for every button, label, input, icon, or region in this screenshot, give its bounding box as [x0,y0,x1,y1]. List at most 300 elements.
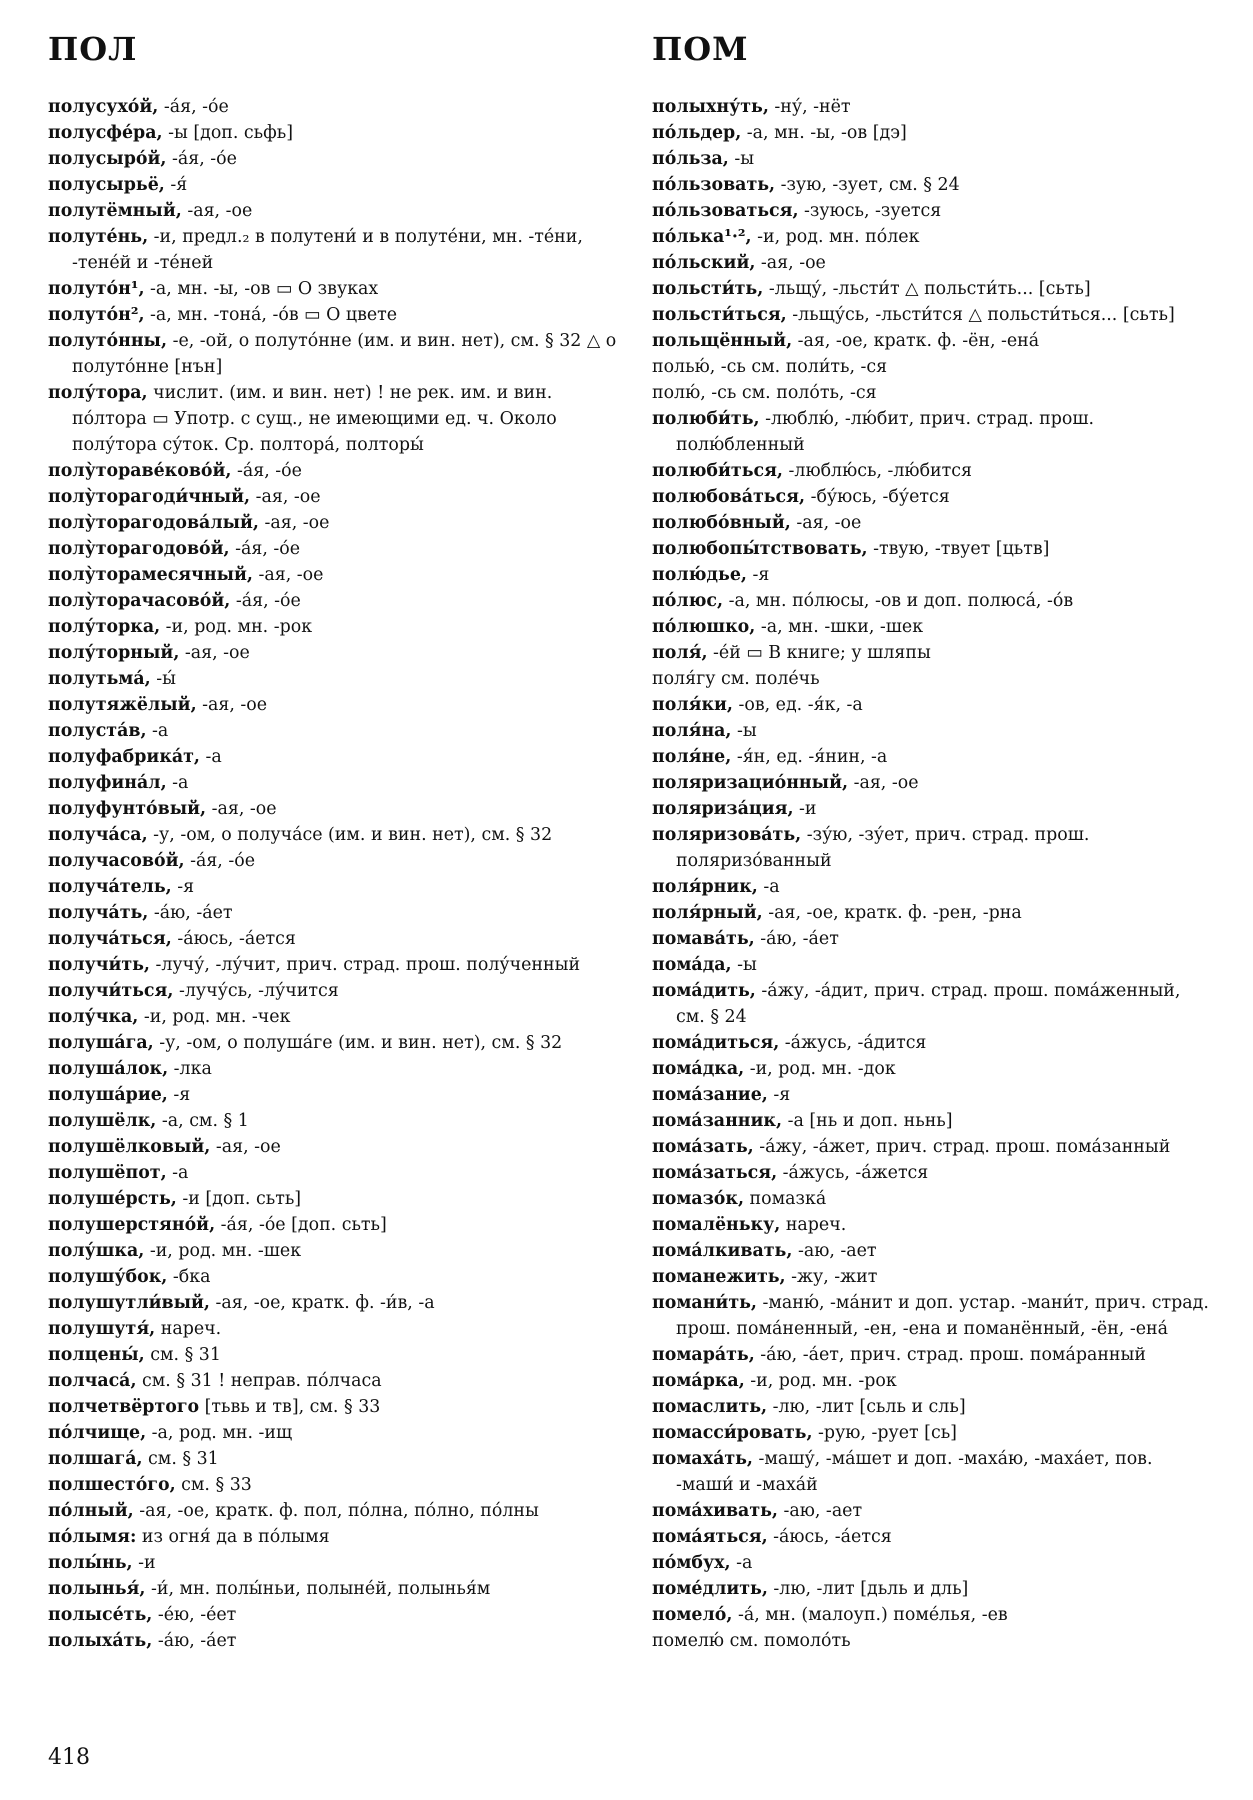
dictionary-entry [48,1238,618,1264]
dictionary-entry [48,1420,618,1446]
entry-definition: -машу́, -ма́шет и доп. -маха́ю, -маха́ет, пов. -маши́ и -маха́й [676,1449,1153,1495]
entry-definition: -а́я, -о́е [229,539,301,559]
dictionary-entry [48,926,618,952]
entry-headword: пома́дка, [652,1059,745,1079]
dictionary-entry [48,458,618,484]
entry-headword: полчетвёртого [48,1397,200,1417]
entry-definition: -и, род. мн. по́лек [751,227,920,247]
entry-definition: -е́ю, -е́ет [152,1605,237,1625]
entry-headword: полюбова́ться, [652,487,806,507]
entry-headword: по́льзоваться, [652,201,799,221]
dictionary-entry [652,380,1212,406]
entry-headword: полцены́, [48,1345,145,1365]
entry-headword: полчаса́, [48,1371,137,1391]
entry-definition: -ая, -ое [790,513,862,533]
entry-definition: см. § 31 [144,1345,221,1365]
entry-definition: -ая, -ое, кратк. ф. пол, по́лна, по́лно, по́лны [133,1501,539,1521]
dictionary-entry [48,484,618,510]
entry-definition: -зу́ю, -зу́ет, прич. страд. прош. поляризо́ванный [676,825,1090,871]
entry-headword: получасово́й, [48,851,185,871]
entry-definition: -а, мн. -шки, -шек [755,617,924,637]
entry-headword: полусыро́й, [48,149,167,169]
entry-headword: полуфунто́вый, [48,799,207,819]
dictionary-entry [48,276,618,302]
dictionary-entry [48,666,618,692]
entry-headword: полыха́ть, [48,1631,153,1651]
entry-definition: -а́я, -о́е [184,851,255,871]
dictionary-entry [652,328,1212,354]
entry-definition: -и, род. мн. -чек [138,1007,291,1027]
dictionary-entry [652,640,1212,666]
entry-headword: полу̀торагодова́лый, [48,513,259,533]
entry-definition: -ая, -ое [181,201,253,221]
dictionary-entry [652,302,1212,328]
dictionary-entry [652,354,1212,380]
dictionary-entry [652,1030,1212,1056]
entry-definition: -аю, -ает [777,1501,863,1521]
entry-headword: полшага́, [48,1449,143,1469]
dictionary-entry [48,1446,618,1472]
dictionary-entry [48,1550,618,1576]
dictionary-entry [48,848,618,874]
entry-definition: -е, -ой, о полуто́нне (им. и вин. нет), см. § 32 △ о полуто́нне [нън] [72,331,617,377]
entry-definition: -люблю́сь, -лю́бится [783,461,972,481]
entry-headword: полушутли́вый, [48,1293,210,1313]
entry-definition: -ы́ [150,669,176,689]
entry-definition: -бка [167,1267,211,1287]
entry-definition: -ну́, -нёт [768,97,851,117]
entry-headword: поме́длить, [652,1579,768,1599]
entry-definition: -а́я, -о́е [166,149,237,169]
dictionary-entry [652,1056,1212,1082]
dictionary-entry [48,1394,618,1420]
entry-headword: по́лчище, [48,1423,147,1443]
left-running-head: ПОЛ [48,30,138,68]
entry-definition: см. § 31 [142,1449,219,1469]
dictionary-entry [652,250,1212,276]
entry-headword: поля́рный, [652,903,763,923]
dictionary-entry [48,978,618,1004]
dictionary-entry [652,900,1212,926]
dictionary-entry [652,1420,1212,1446]
dictionary-entry [652,458,1212,484]
entry-definition: -ая, -ое [196,695,268,715]
entry-definition: -а [757,877,780,897]
entry-headword: по́льский, [652,253,756,273]
entry-headword: полю́дье, [652,565,747,585]
dictionary-entry [48,224,618,276]
entry-definition: -я́н, ед. -я́нин, -а [731,747,888,767]
dictionary-entry [48,1290,618,1316]
page-number: 418 [48,1745,90,1770]
entry-definition: -лучу́, -лу́чит, прич. страд. прош. полу́ченный [149,955,581,975]
dictionary-entry [652,952,1212,978]
right-column [652,94,1212,1654]
dictionary-entry [48,380,618,458]
entry-definition: -ы [доп. сьфь] [162,123,294,143]
entry-headword: полу̀тораве́ково́й, [48,461,232,481]
entry-definition: см. § 31 ! неправ. по́лчаса [136,1371,382,1391]
entry-definition: -а́жусь, -а́жется [777,1163,929,1183]
entry-definition: -а [200,747,222,767]
entry-headword: поля́на, [652,721,732,741]
entry-definition: -лю, -лит [сьль и сль] [767,1397,966,1417]
entry-headword: полутёмный, [48,201,182,221]
dictionary-entry [48,1082,618,1108]
dictionary-entry [48,562,618,588]
dictionary-entry [48,1134,618,1160]
dictionary-entry [652,588,1212,614]
dictionary-entry [652,978,1212,1030]
dictionary-entry [48,1342,618,1368]
entry-definition: -ая, -ое [206,799,277,819]
entry-headword: пома́заться, [652,1163,778,1183]
entry-headword: помани́ть, [652,1293,757,1313]
entry-headword: полынья́, [48,1579,146,1599]
dictionary-entry [652,1394,1212,1420]
entry-headword: польсти́ться, [652,305,787,325]
entry-headword: по́люс, [652,591,724,611]
dictionary-entry [652,224,1212,250]
entry-headword: полу́торный, [48,643,180,663]
entry-headword: помава́ть, [652,929,755,949]
dictionary-entry [652,1160,1212,1186]
entry-definition: -а́жусь, -а́дится [779,1033,927,1053]
dictionary-entry [652,1550,1212,1576]
dictionary-entry [48,328,618,380]
entry-headword: полы́нь, [48,1553,133,1573]
entry-definition: -ая, -ое [252,565,324,585]
dictionary-entry [652,614,1212,640]
entry-headword: помаслить, [652,1397,768,1417]
dictionary-entry [48,198,618,224]
entry-headword: полушёлковый, [48,1137,211,1157]
entry-definition: -твую, -твует [цьтв] [867,539,1050,559]
entry-headword: полусухо́й, [48,97,159,117]
entry-headword: пома́хивать, [652,1501,778,1521]
entry-headword: полусырьё, [48,175,165,195]
entry-definition: -а́жу, -а́дит, прич. страд. прош. пома́женный, см. § 24 [676,981,1181,1027]
entry-definition: -а́я, -о́е [230,591,301,611]
dictionary-entry [48,510,618,536]
entry-headword: пома́занник, [652,1111,783,1131]
entry-headword: помаха́ть, [652,1449,753,1469]
dictionary-entry [48,588,618,614]
entry-headword: поляриза́ция, [652,799,794,819]
entry-definition: -ая, -ое [250,487,321,507]
entry-headword: пома́лкивать, [652,1241,793,1261]
entry-headword: полу̀торамесячный, [48,565,253,585]
dictionary-entry [48,1030,618,1056]
entry-headword: поля́ки, [652,695,733,715]
entry-headword: поманежить, [652,1267,786,1287]
entry-definition: -а, мн. -тона́, -о́в ▭ О цвете [144,305,398,325]
entry-headword: полушутя́, [48,1319,156,1339]
entry-headword: полу́шка, [48,1241,145,1261]
entry-definition: из огня́ да в по́лымя [136,1527,330,1547]
dictionary-entry [652,926,1212,952]
entry-definition: -я [767,1085,791,1105]
entry-definition: поля́гу см. поле́чь [652,669,820,689]
dictionary-entry [652,94,1212,120]
entry-definition: -и, предл.₂ в полутени́ и в полуте́ни, мн. -те́ни, -тене́й и -те́ней [72,227,583,273]
entry-definition: -я [171,877,195,897]
dictionary-entry [652,666,1212,692]
entry-headword: полуто́н², [48,305,145,325]
entry-headword: пома́дить, [652,981,756,1001]
entry-headword: полуша́лок, [48,1059,169,1079]
entry-definition: -а́, мн. (малоуп.) поме́лья, -ев [732,1605,1008,1625]
entry-headword: полуто́н¹, [48,279,145,299]
entry-headword: полушёлк, [48,1111,157,1131]
entry-headword: по́мбух, [652,1553,731,1573]
entry-headword: полюби́ть, [652,409,760,429]
entry-definition: -лка [168,1059,212,1079]
entry-headword: полу́чка, [48,1007,139,1027]
dictionary-entry [48,1472,618,1498]
entry-headword: по́лымя: [48,1527,137,1547]
dictionary-entry [652,198,1212,224]
entry-definition: -а́ю, -а́ет, прич. страд. прош. пома́ранный [754,1345,1146,1365]
entry-definition: -и, род. мн. -док [744,1059,896,1079]
dictionary-entry [48,1056,618,1082]
entry-definition: -и, род. мн. -рок [744,1371,897,1391]
entry-headword: полу̀торагодово́й, [48,539,230,559]
dictionary-entry [652,1108,1212,1134]
entry-headword: пома́зание, [652,1085,768,1105]
entry-definition: -ая, -ое [258,513,330,533]
dictionary-entry [48,770,618,796]
dictionary-entry [48,1524,618,1550]
entry-headword: полюбопы́тствовать, [652,539,868,559]
entry-definition: -а́я, -о́е [доп. сьть] [215,1215,387,1235]
entry-definition: -а́ю, -а́ет [754,929,839,949]
dictionary-entry [48,1368,618,1394]
entry-definition: -а [146,721,169,741]
entry-definition: -ы [731,721,757,741]
entry-definition: -и, род. мн. -рок [160,617,313,637]
dictionary-entry [652,1628,1212,1654]
entry-headword: полусфе́ра, [48,123,163,143]
entry-definition: -бу́юсь, -бу́ется [805,487,950,507]
dictionary-entry [652,770,1212,796]
entry-definition: -а, мн. по́люсы, -ов и доп. полюса́, -о́в [723,591,1074,611]
entry-headword: полюбо́вный, [652,513,791,533]
dictionary-entry [652,120,1212,146]
dictionary-entry [652,718,1212,744]
entry-definition: -а́юсь, -а́ется [171,929,296,949]
entry-definition: помелю́ см. помоло́ть [652,1631,851,1651]
entry-definition: -зую, -зует, см. § 24 [775,175,960,195]
entry-definition: -а [166,773,189,793]
dictionary-entry [652,822,1212,874]
left-column [48,94,618,1654]
entry-headword: полыхну́ть, [652,97,769,117]
entry-headword: полу́торка, [48,617,161,637]
entry-headword: полшесто́го, [48,1475,176,1495]
dictionary-entry [652,406,1212,458]
entry-headword: полушерстяно́й, [48,1215,216,1235]
entry-definition: -лю, -лит [дьль и дль] [767,1579,969,1599]
entry-definition: -льщу́сь, -льсти́тся △ польсти́ться... [сьть] [786,305,1175,325]
dictionary-entry [48,120,618,146]
entry-definition: -а [166,1163,189,1183]
entry-definition: -и [793,799,817,819]
dictionary-entry [652,1342,1212,1368]
dictionary-entry [48,744,618,770]
entry-headword: помасси́ровать, [652,1423,813,1443]
entry-headword: полюби́ться, [652,461,783,481]
dictionary-entry [652,510,1212,536]
entry-definition: помазка́ [744,1189,827,1209]
right-running-head: ПОМ [652,30,749,68]
entry-definition: -у, -ом, о получа́се (им. и вин. нет), см. § 32 [147,825,553,845]
dictionary-entry [48,822,618,848]
entry-headword: полуста́в, [48,721,147,741]
entry-headword: полу́тора, [48,383,148,403]
entry-definition: -а́ю, -а́ет [148,903,233,923]
dictionary-entry [652,1082,1212,1108]
entry-definition: нареч. [780,1215,847,1235]
entry-definition: -и [132,1553,156,1573]
entry-definition: -е́й ▭ В книге; у шляпы [707,643,931,663]
entry-definition: -а [нь и доп. ньнь] [782,1111,953,1131]
entry-headword: полуша́га, [48,1033,154,1053]
dictionary-entry [652,146,1212,172]
entry-headword: полу̀торагоди́чный, [48,487,251,507]
entry-headword: полуфина́л, [48,773,167,793]
entry-definition: [тьвь и тв], см. § 33 [199,1397,381,1417]
dictionary-entry [48,640,618,666]
dictionary-entry [48,1160,618,1186]
dictionary-entry [652,744,1212,770]
entry-headword: полуто́нны, [48,331,168,351]
entry-headword: поля́рник, [652,877,758,897]
entry-headword: по́льза, [652,149,729,169]
entry-headword: помело́, [652,1605,733,1625]
entry-definition: -а́я, -о́е [158,97,229,117]
dictionary-entry [48,614,618,640]
dictionary-entry [48,1186,618,1212]
dictionary-entry [652,1264,1212,1290]
entry-headword: помалёньку, [652,1215,781,1235]
entry-definition: -я́ [164,175,188,195]
dictionary-entry [652,1498,1212,1524]
dictionary-entry [48,1264,618,1290]
dictionary-entry [48,1576,618,1602]
dictionary-entry [652,1446,1212,1498]
entry-definition: -жу, -жит [785,1267,878,1287]
entry-definition: -ая, -ое, кратк. ф. -ён, -ена́ [792,331,1040,351]
entry-headword: пома́яться, [652,1527,768,1547]
dictionary-entry [48,1628,618,1654]
entry-headword: получи́ть, [48,955,150,975]
dictionary-entry [48,1108,618,1134]
entry-headword: полуша́рие, [48,1085,168,1105]
dictionary-entry [652,874,1212,900]
entry-headword: поляризацио́нный, [652,773,849,793]
entry-definition: -рую, -рует [сь] [812,1423,957,1443]
entry-definition: -а, мн. -ы, -ов [дэ] [741,123,907,143]
entry-headword: поля́не, [652,747,732,767]
dictionary-entry [48,302,618,328]
entry-headword: поля́, [652,643,708,663]
entry-definition: полью́, -сь см. поли́ть, -ся [652,357,888,377]
dictionary-entry [652,276,1212,302]
entry-headword: по́лный, [48,1501,134,1521]
dictionary-entry [48,536,618,562]
dictionary-entry [652,172,1212,198]
entry-definition: -ая, -ое [210,1137,281,1157]
entry-headword: пома́рка, [652,1371,745,1391]
entry-headword: пома́зать, [652,1137,754,1157]
entry-definition: -а [730,1553,753,1573]
dictionary-entry [48,1602,618,1628]
dictionary-entry [652,1524,1212,1550]
entry-definition: см. § 33 [175,1475,252,1495]
entry-definition: -лучу́сь, -лу́чится [173,981,339,1001]
dictionary-entry [48,796,618,822]
entry-definition: -а́жу, -а́жет, прич. страд. прош. пома́занный [753,1137,1171,1157]
entry-headword: полу̀торачасово́й, [48,591,231,611]
entry-headword: полутяжёлый, [48,695,197,715]
entry-headword: поляризова́ть, [652,825,802,845]
dictionary-entry [652,1602,1212,1628]
entry-headword: пома́диться, [652,1033,780,1053]
entry-definition: -ая, -ое [848,773,919,793]
entry-definition: -люблю́, -лю́бит, прич. страд. прош. полю́бленный [676,409,1095,455]
dictionary-entry [652,1576,1212,1602]
entry-definition: -а́я, -о́е [231,461,302,481]
entry-headword: пома́да, [652,955,732,975]
dictionary-entry [48,146,618,172]
dictionary-entry [652,536,1212,562]
dictionary-entry [48,172,618,198]
entry-headword: полуше́рсть, [48,1189,177,1209]
dictionary-entry [652,1290,1212,1342]
entry-headword: по́льзовать, [652,175,776,195]
entry-definition: -а́юсь, -а́ется [767,1527,892,1547]
entry-definition: -я [167,1085,191,1105]
entry-headword: получа́тель, [48,877,172,897]
dictionary-entry [48,1498,618,1524]
entry-definition: -и́, мн. полы́ньи, полыне́й, полынья́м [145,1579,491,1599]
entry-definition: -у, -ом, о полуша́ге (им. и вин. нет), см. § 32 [153,1033,563,1053]
entry-headword: получа́ться, [48,929,172,949]
entry-headword: полутьма́, [48,669,151,689]
entry-definition: -льщу́, -льсти́т △ польсти́ть... [сьть] [763,279,1091,299]
dictionary-entry [652,796,1212,822]
entry-definition: -ы [731,955,757,975]
entry-definition: -я [746,565,770,585]
entry-definition: -ов, ед. -я́к, -а [732,695,863,715]
dictionary-entry [652,1212,1212,1238]
entry-definition: -ы [728,149,755,169]
entry-headword: получа́са, [48,825,148,845]
entry-definition: -а, род. мн. -ищ [146,1423,293,1443]
entry-headword: польсти́ть, [652,279,764,299]
entry-headword: полуфабрика́т, [48,747,200,767]
dictionary-entry [48,900,618,926]
entry-definition: -и [доп. сьть] [176,1189,302,1209]
entry-headword: получи́ться, [48,981,174,1001]
entry-headword: по́люшко, [652,617,756,637]
dictionary-entry [48,692,618,718]
entry-definition: полю́, -сь см. поло́ть, -ся [652,383,877,403]
entry-definition: -ая, -ое, кратк. ф. -и́в, -а [209,1293,435,1313]
entry-definition: -ая, -ое [755,253,826,273]
entry-definition: -аю, -ает [792,1241,877,1261]
